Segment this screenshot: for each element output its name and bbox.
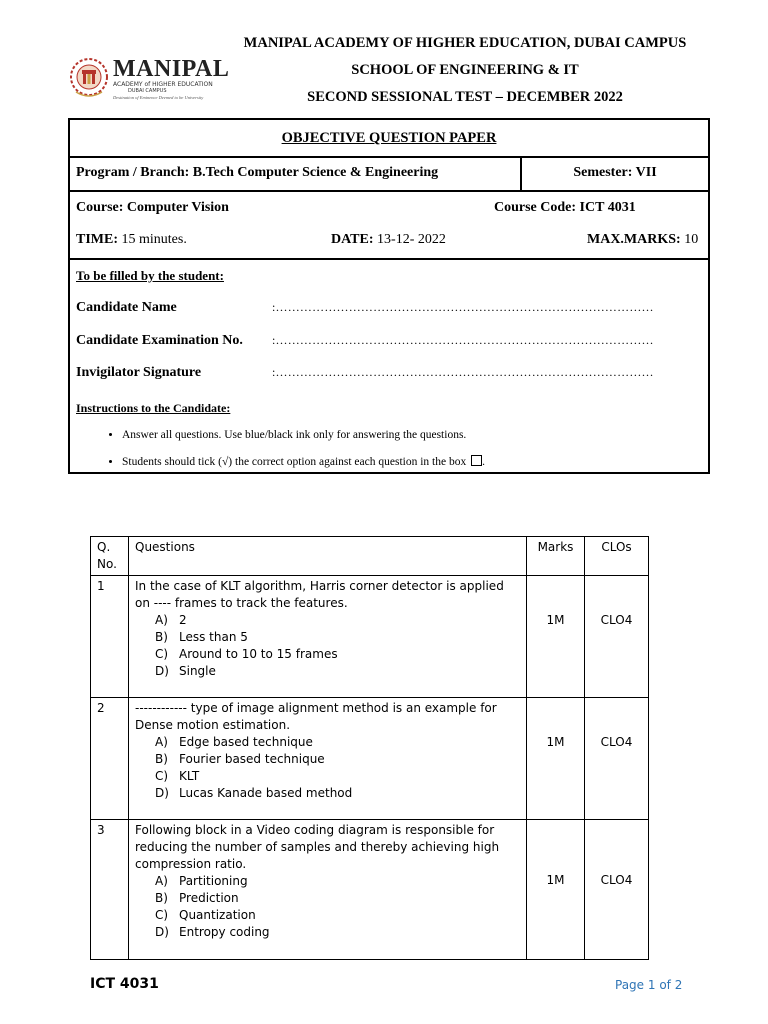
exam-date: [331, 232, 446, 248]
question-cell: [129, 820, 527, 960]
exam-no-label: Candidate Examination No.: [76, 333, 243, 348]
paper-title: OBJECTIVE QUESTION PAPER: [70, 120, 708, 158]
semester: Semester: VII: [573, 165, 657, 180]
program-row: [70, 156, 708, 192]
question-text: In the case of KLT algorithm, Harris corner detector is applied on ---- frames to track the features.: [135, 579, 504, 610]
exam-time: [76, 232, 187, 248]
manipal-logo: [68, 56, 230, 102]
student-heading: To be filled by the student:: [76, 268, 224, 283]
option[interactable]: C) KLT: [155, 769, 200, 783]
question-number: 2: [91, 698, 129, 820]
option[interactable]: B) Less than 5: [155, 630, 248, 644]
question-number: 1: [91, 576, 129, 698]
option[interactable]: A) Edge based technique: [155, 735, 313, 749]
course-row: [70, 190, 708, 260]
exam-no-field[interactable]: :…………………………………………………………………………………: [272, 333, 654, 347]
option[interactable]: B) Prediction: [155, 891, 239, 905]
table-row: [91, 576, 649, 698]
questions-table: [90, 536, 649, 960]
checkbox-icon: [471, 455, 482, 466]
program-branch: Program / Branch: B.Tech Computer Science & Engineering: [76, 165, 439, 180]
option[interactable]: C) Quantization: [155, 908, 256, 922]
question-clo: CLO4: [585, 820, 649, 960]
option[interactable]: A) Partitioning: [155, 874, 248, 888]
question-text: ------------ type of image alignment method is an example for Dense motion estimation.: [135, 701, 497, 732]
header-test: SECOND SESSIONAL TEST – DECEMBER 2022: [307, 89, 623, 105]
logo-campus: DUBAI CAMPUS: [128, 88, 167, 94]
manipal-crest-icon: [68, 56, 110, 102]
question-marks: 1M: [527, 576, 585, 698]
document-header: [180, 30, 750, 111]
logo-name: MANIPAL: [113, 56, 230, 82]
table-header-row: [91, 537, 649, 576]
header-qno: Q. No.: [91, 537, 129, 576]
logo-subtitle: ACADEMY of HIGHER EDUCATION: [113, 81, 213, 88]
instruction-text: Students should tick (√) the correct option against each question in the box: [122, 456, 467, 468]
instructions-heading: Instructions to the Candidate:: [76, 401, 231, 415]
instructions-list: [90, 428, 485, 482]
option[interactable]: B) Fourier based technique: [155, 752, 325, 766]
student-section: [70, 258, 708, 472]
question-marks: 1M: [527, 820, 585, 960]
question-cell: [129, 576, 527, 698]
question-clo: CLO4: [585, 698, 649, 820]
option[interactable]: A) 2: [155, 613, 187, 627]
marks-label: MAX.MARKS:: [587, 232, 681, 247]
question-number: 3: [91, 820, 129, 960]
date-label: DATE:: [331, 232, 374, 247]
invigilator-label: Invigilator Signature: [76, 365, 202, 380]
instruction-item: • Answer all questions. Use blue/black ink only for answering the questions.: [122, 428, 485, 442]
instruction-item: • Students should tick (√) the correct option against each question in the box .: [122, 455, 485, 469]
question-cell: [129, 698, 527, 820]
option[interactable]: D) Single: [155, 664, 216, 678]
paper-info-box: [68, 118, 710, 474]
header-questions: Questions: [129, 537, 527, 576]
question-clo: CLO4: [585, 576, 649, 698]
header-marks: Marks: [527, 537, 585, 576]
header-university: MANIPAL ACADEMY OF HIGHER EDUCATION, DUBAI CAMPUS: [243, 35, 687, 51]
date-value: 13-12- 2022: [373, 232, 446, 247]
time-value: 15 minutes.: [118, 232, 187, 247]
option[interactable]: D) Entropy coding: [155, 925, 270, 939]
time-label: TIME:: [76, 232, 118, 247]
marks-value: 10: [680, 232, 699, 247]
header-school: SCHOOL OF ENGINEERING & IT: [351, 62, 579, 78]
option[interactable]: D) Lucas Kanade based method: [155, 786, 353, 800]
table-row: [91, 698, 649, 820]
invigilator-signature-field[interactable]: :…………………………………………………………………………………: [272, 365, 654, 379]
table-row: [91, 820, 649, 960]
header-clos: CLOs: [585, 537, 649, 576]
course-name: Course: Computer Vision: [76, 200, 229, 215]
logo-tagline: Destination of Eminence Deemed to be University: [113, 95, 204, 100]
course-code: Course Code: ICT 4031: [494, 200, 636, 215]
footer-course-code: ICT 4031: [90, 976, 159, 992]
question-text: Following block in a Video coding diagram is responsible for reducing the number of samples and thereby achieving high compression ratio.: [135, 823, 500, 871]
question-marks: 1M: [527, 698, 585, 820]
max-marks: [587, 232, 698, 248]
option[interactable]: C) Around to 10 to 15 frames: [155, 647, 338, 661]
page-number: Page 1 of 2: [615, 978, 683, 992]
candidate-name-field[interactable]: :…………………………………………………………………………………: [272, 300, 654, 314]
candidate-name-label: Candidate Name: [76, 300, 177, 315]
